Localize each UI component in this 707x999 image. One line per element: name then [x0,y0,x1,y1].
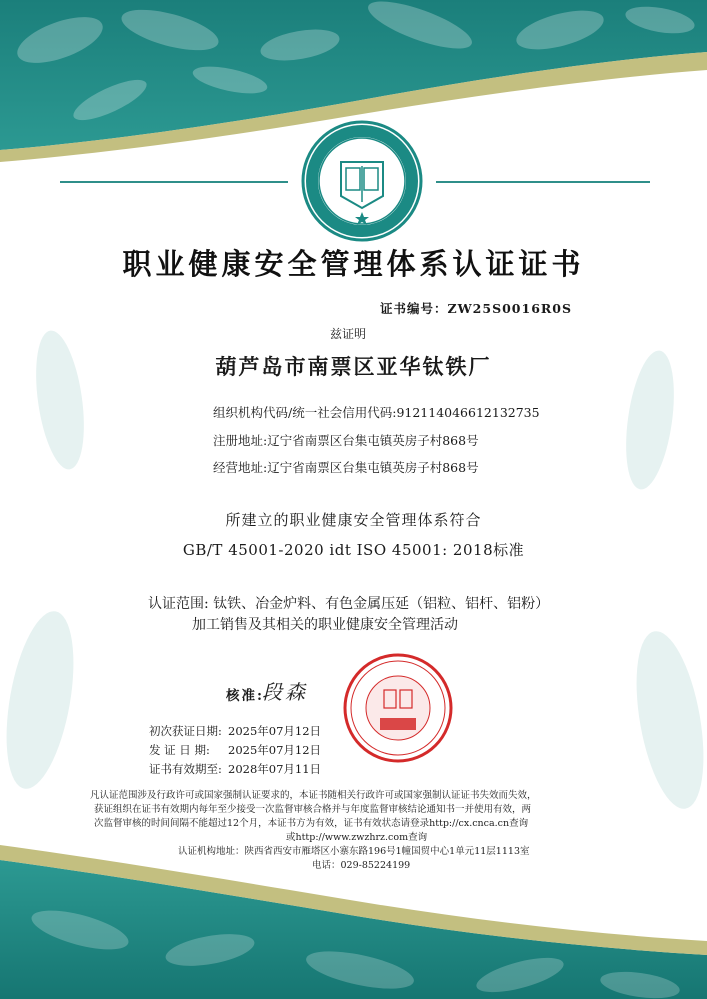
first-issue-date-value: 2025年07月12日 [228,724,322,738]
org-code-label: 组织机构代码/统一社会信用代码: [213,405,397,420]
issue-date-value: 2025年07月12日 [228,743,322,757]
official-seal-stamp [342,652,454,764]
approver-signature: 段森 [262,680,308,704]
certification-body-phone: 电话：029-85224199 [312,860,411,871]
standard-reference: GB/T 45001-2020 idt ISO 45001: 2018标准 [182,541,525,559]
company-name: 葫芦岛市南票区亚华钛铁厂 [215,354,492,379]
operating-address-value: 辽宁省南票区台集屯镇英房子村868号 [267,460,479,475]
first-issue-date-label: 初次获证日期: [149,724,222,738]
certificate-number [380,299,572,317]
hereby-certify: 兹证明 [330,327,367,341]
operating-address-label: 经营地址: [213,460,268,475]
certificate-number-label: 证书编号： [380,301,448,316]
operating-address-line [213,458,479,476]
certificate-title: 职业健康安全管理体系认证证书 [122,247,585,281]
issue-date-label: 发 证 日 期: [149,743,210,757]
org-code-line [213,403,540,421]
certificate-number-value: ZW25S0016R0S [447,301,573,316]
expiry-date-value: 2028年07月11日 [228,762,322,776]
conformity-statement: 所建立的职业健康安全管理体系符合 [225,511,482,529]
approver-label: 核准: [226,688,264,704]
expiry-date-label: 证书有效期至: [149,762,222,776]
notes-line-2: 获证组织在证书有效期内每年至少接受一次监督审核合格并与年度监督审核结论通知书一并使用有效，两 [94,804,532,815]
certification-scope-line2: 加工销售及其相关的职业健康安全管理活动 [192,617,458,633]
notes-line-3: 次监督审核的时间间隔不能超过12个月，本证书方为有效，证书有效状态请登录http://cx.cnca.cn查询 [94,818,529,829]
org-code-value: 912114046612132735 [396,405,540,420]
notes-line-4: 或http://www.zwzhrz.com查询 [286,832,428,843]
registered-address-label: 注册地址: [213,433,268,448]
registered-address-line [213,431,479,449]
divider-left [60,181,288,183]
registered-address-value: 辽宁省南票区台集屯镇英房子村868号 [267,433,479,448]
certification-body-address: 认证机构地址：陕西省西安市雁塔区小寨东路196号1幢国贸中心1单元11层1113室 [178,846,530,857]
notes-line-1: 凡认证范围涉及行政许可或国家强制认证要求的，本证书随相关行政许可或国家强制认证证书失效而失效， [90,790,537,801]
certification-scope-line1: 认证范围: 钛铁、冶金炉料、有色金属压延（铝粒、铝杆、铝粉） [148,596,550,612]
divider-right [436,181,650,183]
book-shield-emblem-icon [301,120,423,242]
